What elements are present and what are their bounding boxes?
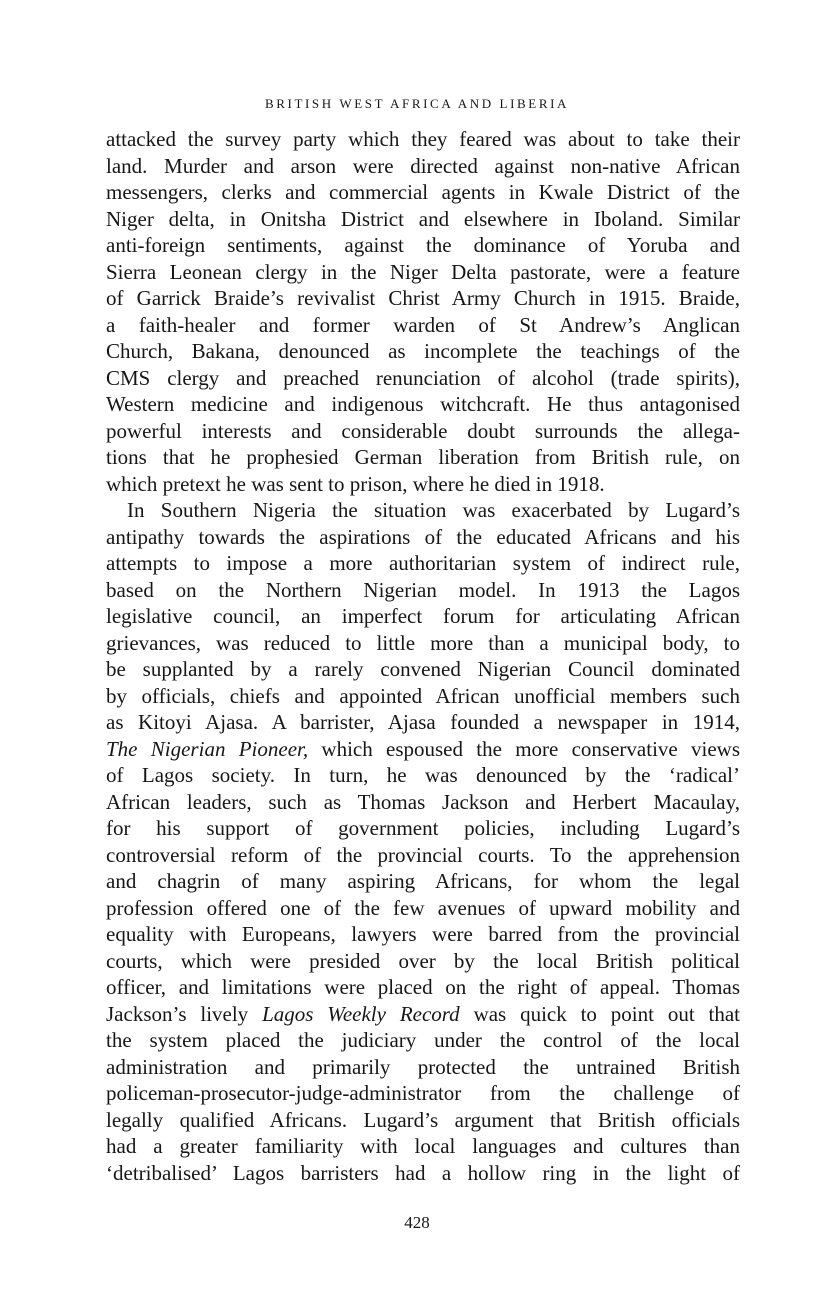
text-line: controversial reform of the provincial courts. To the apprehension	[106, 842, 740, 867]
text-line: attacked the survey party which they feared was about to take their	[106, 127, 740, 151]
text-line: legally qualified Africans. Lugard’s argument that British officials	[106, 1107, 740, 1132]
text-line: be supplanted by a rarely convened Nigerian Council dominated	[106, 657, 740, 681]
text-line: CMS clergy and preached renunciation of alcohol (trade spirits),	[106, 365, 740, 390]
text-line: legislative council, an imperfect forum for articulating African	[106, 604, 740, 628]
text-line: a faith-healer and former warden of St Andrew’s Anglican	[106, 312, 740, 337]
text-line: the system placed the judiciary under the control of the local	[106, 1028, 740, 1052]
body-text	[106, 126, 740, 1186]
running-head: BRITISH WEST AFRICA AND LIBERIA	[264, 96, 570, 111]
text-line: officer, and limitations were placed on the right of appeal. Thomas	[106, 975, 740, 999]
text-line: messengers, clerks and commercial agents in Kwale District of the	[106, 180, 740, 204]
text-line: administration and primarily protected the untrained British	[106, 1054, 740, 1079]
text-line: ‘detribalised’ Lagos barristers had a hollow ring in the light of	[106, 1160, 740, 1185]
text-line: and chagrin of many aspiring Africans, for whom the legal	[106, 869, 740, 893]
text-line: had a greater familiarity with local languages and cultures than	[106, 1134, 740, 1158]
text-line: as Kitoyi Ajasa. A barrister, Ajasa founded a newspaper in 1914,	[106, 710, 740, 734]
text-line: for his support of government policies, including Lugard’s	[106, 816, 740, 840]
text-line: based on the Northern Nigerian model. In 1913 the Lagos	[106, 577, 740, 602]
text-line: attempts to impose a more authoritarian system of indirect rule,	[106, 551, 740, 575]
text-line: equality with Europeans, lawyers were barred from the provincial	[106, 922, 740, 946]
text-line: of Garrick Braide’s revivalist Christ Army Church in 1915. Braide,	[106, 286, 740, 310]
text-line: which pretext he was sent to prison, where he died in 1918.	[106, 471, 605, 496]
newspaper-title: The Nigerian Pioneer,	[106, 736, 309, 761]
text-line: Western medicine and indigenous witchcraft. He thus antagonised	[106, 392, 740, 416]
page-number: 428	[404, 1213, 430, 1232]
text-fragment: was quick to point out that	[473, 1001, 740, 1026]
text-line	[106, 1001, 740, 1028]
text-fragment: which espoused the more conservative views	[321, 736, 740, 761]
text-line: In Southern Nigeria the situation was exacerbated by Lugard’s	[127, 498, 740, 522]
text-line: powerful interests and considerable doubt surrounds the allega-	[106, 418, 740, 443]
text-line: of Lagos society. In turn, he was denounced by the ‘radical’	[106, 763, 740, 787]
text-line: Niger delta, in Onitsha District and elsewhere in Iboland. Similar	[106, 206, 740, 231]
text-line: tions that he prophesied German liberation from British rule, on	[106, 445, 740, 469]
text-line: anti-foreign sentiments, against the dominance of Yoruba and	[106, 233, 740, 257]
text-line: policeman-prosecutor-judge-administrator from the challenge of	[106, 1081, 740, 1105]
text-line: Sierra Leonean clergy in the Niger Delta pastorate, were a feature	[106, 259, 740, 284]
text-line: land. Murder and arson were directed against non-native African	[106, 153, 740, 178]
text-line: African leaders, such as Thomas Jackson and Herbert Macaulay,	[106, 789, 740, 814]
text-line	[106, 736, 740, 763]
text-line: antipathy towards the aspirations of the educated Africans and his	[106, 524, 740, 549]
newspaper-title: Lagos Weekly Record	[262, 1001, 460, 1026]
text-line: courts, which were presided over by the local British political	[106, 948, 740, 973]
text-line: Church, Bakana, denounced as incomplete the teachings of the	[106, 339, 740, 363]
text-line: by officials, chiefs and appointed African unofficial members such	[106, 683, 740, 708]
text-line: profession offered one of the few avenues of upward mobility and	[106, 895, 740, 920]
text-fragment: Jackson’s lively	[106, 1001, 249, 1026]
text-line: grievances, was reduced to little more than a municipal body, to	[106, 630, 740, 655]
